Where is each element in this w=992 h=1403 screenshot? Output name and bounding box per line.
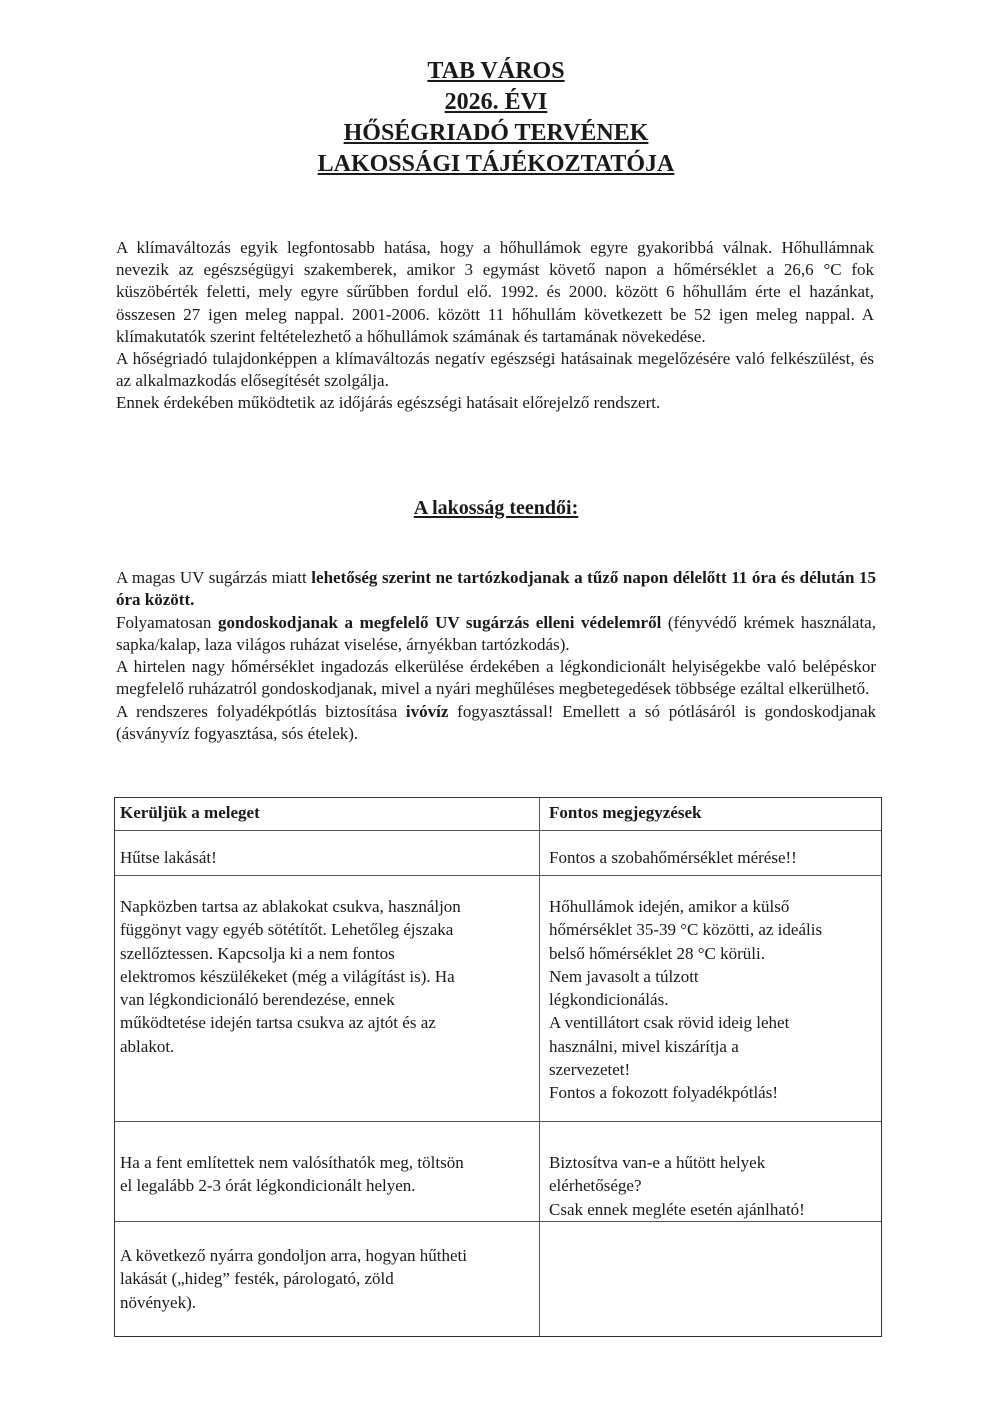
- table-cell-line: ablakot.: [120, 1036, 175, 1056]
- table-cell-line: Nem javasolt a túlzott: [549, 966, 699, 986]
- document-title: [0, 56, 992, 180]
- intro-paragraph-3: Ennek érdekében működtetik az időjárás egészségi hatásait előrejelző rendszert.: [116, 393, 661, 413]
- table-row-divider: [115, 875, 881, 876]
- table-header-left: Kerüljük a meleget: [120, 803, 260, 822]
- table-cell-line: A ventillátort csak rövid ideig lehet: [549, 1013, 790, 1033]
- table-cell-line: A következő nyárra gondoljon arra, hogyan hűtheti: [120, 1246, 467, 1265]
- table-cell-line: használni, mivel kiszárítja a: [549, 1036, 739, 1056]
- table-cell-line: elérhetősége?: [549, 1176, 642, 1196]
- table-cell-line: hőmérséklet 35-39 °C közötti, az ideális: [549, 920, 823, 940]
- intro-paragraph-1: A klímaváltozás egyik legfontosabb hatása, hogy a hőhullámok egyre gyakoribbá válnak. Hőhullámnak nevezik az egészségügyi szakemberek, amikor 3 egymást követő napon a hőmérséklet a 26,6 °C fok küszöbérték feletti, mely egyre sűrűbben fordul elő. 1992. és 2000. között 6 hőhullám érte el hazánkat, összesen 27 igen meleg nappal. 2001-2006. között 11 hőhullám következett be 52 igen meleg nappal. A klímakutatók szerint feltételezhető a hőhullámok számának és tartamának növekedése.: [116, 238, 874, 346]
- table-row-divider: [115, 1121, 881, 1122]
- table-row-2-right: [549, 895, 879, 1105]
- table-cell-line: Ha a fent említettek nem valósíthatók meg, töltsön: [120, 1153, 464, 1172]
- table-cell-line: függönyt vagy egyéb sötétítőt. Lehetőleg éjszaka: [120, 920, 454, 940]
- task-uv-sun: [116, 567, 876, 612]
- task-hydration-rest: fogyasztással! Emellett a só pótlásáról is gondoskodjanak (ásványvíz fogyasztása, sós ételek).: [116, 701, 876, 744]
- task-hydration-text: A rendszeres folyadékpótlás biztosítása: [116, 701, 406, 721]
- table-cell-line: szellőztessen. Kapcsolja ki a nem fontos: [120, 943, 395, 963]
- table-cell-line: Fontos a fokozott folyadékpótlás!: [549, 1083, 778, 1103]
- title-line-city: TAB VÁROS: [427, 58, 565, 84]
- task-uv-sun-text: A magas UV sugárzás miatt: [116, 568, 312, 587]
- task-temperature-change: A hirtelen nagy hőmérséklet ingadozás elkerülése érdekében a légkondicionált helyiségekbe való belépéskor megfelelő ruházatról gondoskodjanak, mivel a nyári meghűléses megbetegedések többsége ezáltal elkerülhető.: [116, 657, 876, 699]
- intro-section: [116, 237, 874, 415]
- table-row-4-left: [120, 1244, 532, 1314]
- table-row-divider: [115, 830, 881, 831]
- table-row-1-left: [120, 846, 532, 869]
- task-hydration: [116, 701, 876, 746]
- task-uv-sun-bold: lehetőség szerint ne tartózkodjanak a tűző napon délelőtt 11 óra és délután 15 óra között.: [116, 568, 876, 610]
- task-uv-protection-rest: (fényvédő krémek használata, sapka/kalap, laza világos ruházat viselése, árnyékban tartózkodás).: [116, 612, 876, 654]
- table-cell-line: Hűtse lakását!: [120, 848, 217, 867]
- table-cell-line: szervezetet!: [549, 1060, 631, 1080]
- table-cell-line: belső hőmérséklet 28 °C körüli.: [549, 943, 765, 963]
- table-cell-line: légkondicionálás.: [549, 990, 669, 1010]
- task-hydration-bold: ivóvíz: [405, 701, 449, 721]
- table-row-2-left: [120, 895, 532, 1058]
- table-cell-line: Napközben tartsa az ablakokat csukva, használjon: [120, 897, 461, 916]
- table-row-3-left: [120, 1151, 532, 1198]
- table-cell-line: Biztosítva van-e a hűtött helyek: [549, 1153, 766, 1172]
- table-cell-line: működtetése idején tartsa csukva az ajtót és az: [120, 1013, 436, 1033]
- table-cell-line: Hőhullámok idején, amikor a külső: [549, 897, 790, 916]
- advice-table: [114, 797, 882, 1337]
- table-header-right: Fontos megjegyzések: [549, 803, 702, 822]
- table-cell-line: van légkondicionáló berendezése, ennek: [120, 990, 395, 1010]
- task-uv-protection-bold: gondoskodjanak a megfelelő UV sugárzás elleni védelemről: [217, 612, 662, 632]
- table-cell-line: növények).: [120, 1292, 197, 1312]
- intro-paragraph-2: A hőségriadó tulajdonképpen a klímaváltozás negatív egészségi hatásainak megelőzésére való felkészülést, és az alkalmazkodás elősegítését szolgálja.: [116, 349, 874, 391]
- table-cell-line: Fontos a szobahőmérséklet mérése!!: [549, 848, 797, 867]
- table-cell-line: elektromos készülékeket (még a világítást is). Ha: [120, 966, 455, 986]
- title-line-plan: HŐSÉGRIADÓ TERVÉNEK: [343, 120, 649, 146]
- task-uv-protection: [116, 612, 876, 657]
- table-row-divider: [115, 1221, 881, 1222]
- title-line-info: LAKOSSÁGI TÁJÉKOZTATÓJA: [317, 151, 675, 177]
- table-row-1-right: [549, 846, 879, 869]
- table-cell-line: lakását („hideg” festék, párologató, zöld: [120, 1269, 394, 1289]
- table-column-divider: [539, 798, 540, 1336]
- task-uv-protection-text: Folyamatosan: [116, 612, 218, 632]
- title-line-year: 2026. ÉVI: [444, 89, 548, 115]
- tasks-section: [116, 567, 876, 745]
- table-cell-line: Csak ennek megléte esetén ajánlható!: [549, 1199, 805, 1219]
- table-row-3-right: [549, 1151, 879, 1221]
- section-heading: A lakosság teendői:: [413, 497, 579, 519]
- table-cell-line: el legalább 2-3 órát légkondicionált helyen.: [120, 1176, 416, 1196]
